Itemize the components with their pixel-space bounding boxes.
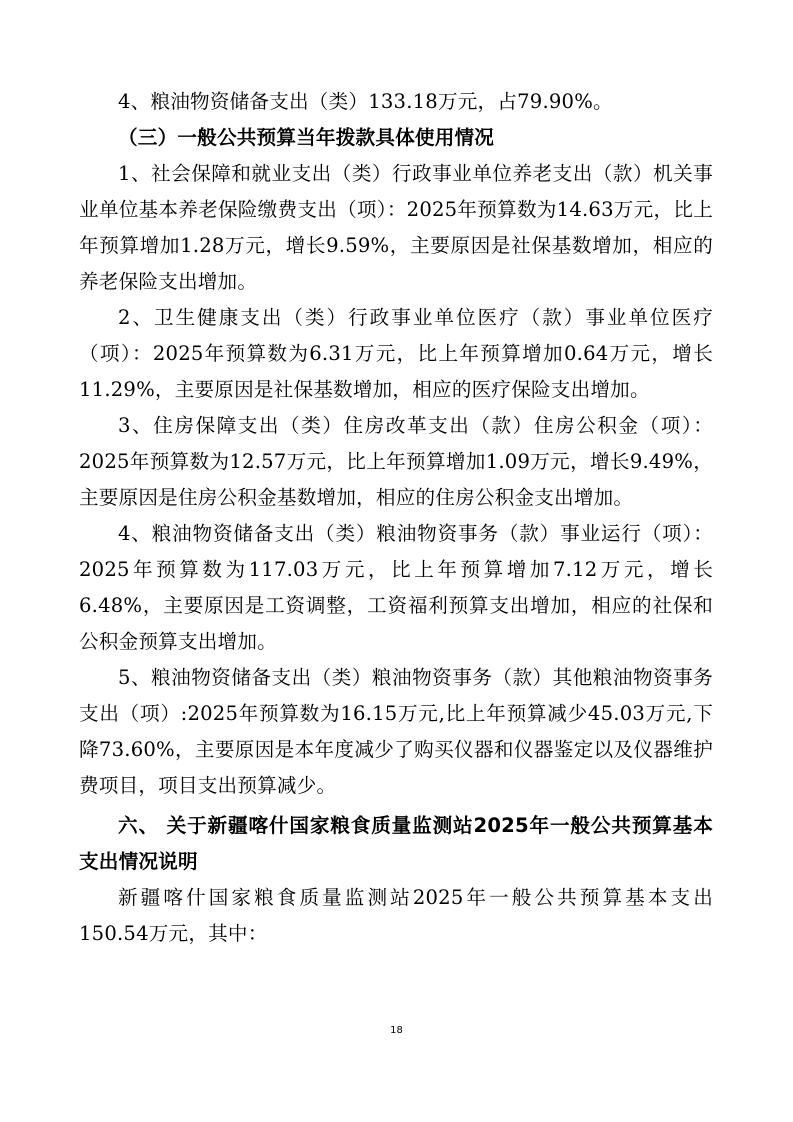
page-number: 18	[390, 1025, 403, 1036]
paragraph-other-affairs-expense: 5、粮油物资储备支出（类）粮油物资事务（款）其他粮油物资事务支出（项）:2025年预算数为16.15万元,比上年预算减少45.03万元,下降73.60%，主要原因是本年度减少了购买仪器和仪器鉴定以及仪器维护费项目，项目支出预算减少。	[79, 666, 713, 797]
heading-basic-expenditure: 六、 关于新疆喀什国家粮食质量监测站2025年一般公共预算基本支出情况说明	[79, 814, 713, 873]
page-content	[79, 84, 713, 952]
paragraph-pension-insurance: 1、社会保障和就业支出（类）行政事业单位养老支出（款）机关事业单位基本养老保险缴费支出（项）：2025年预算数为14.63万元，比上年预算增加1.28万元，增长9.59%，主要原因是社保基数增加，相应的养老保险支出增加。	[79, 162, 713, 293]
paragraph-housing-fund: 3、住房保障支出（类）住房改革支出（款）住房公积金（项）：2025年预算数为12.57万元，比上年预算增加1.09万元，增长9.49%，主要原因是住房公积金基数增加，相应的住房公积金支出增加。	[79, 414, 713, 509]
paragraph-storage-expense-share: 4、粮油物资储备支出（类）133.18万元，占79.90%。	[118, 90, 613, 113]
paragraph-basic-expenditure-total: 新疆喀什国家粮食质量监测站2025年一般公共预算基本支出150.54万元，其中：	[79, 886, 713, 945]
paragraph-operation-expense: 4、粮油物资储备支出（类）粮油物资事务（款）事业运行（项）：2025年预算数为117.03万元，比上年预算增加7.12万元，增长6.48%，主要原因是工资调整，工资福利预算支出增加，相应的社保和公积金预算支出增加。	[79, 522, 713, 653]
paragraph-medical-insurance: 2、卫生健康支出（类）行政事业单位医疗（款）事业单位医疗（项）：2025年预算数为6.31万元，比上年预算增加0.64万元，增长11.29%，主要原因是社保基数增加，相应的医疗保险支出增加。	[79, 306, 713, 401]
heading-appropriation-usage: （三）一般公共预算当年拨款具体使用情况	[118, 126, 495, 149]
